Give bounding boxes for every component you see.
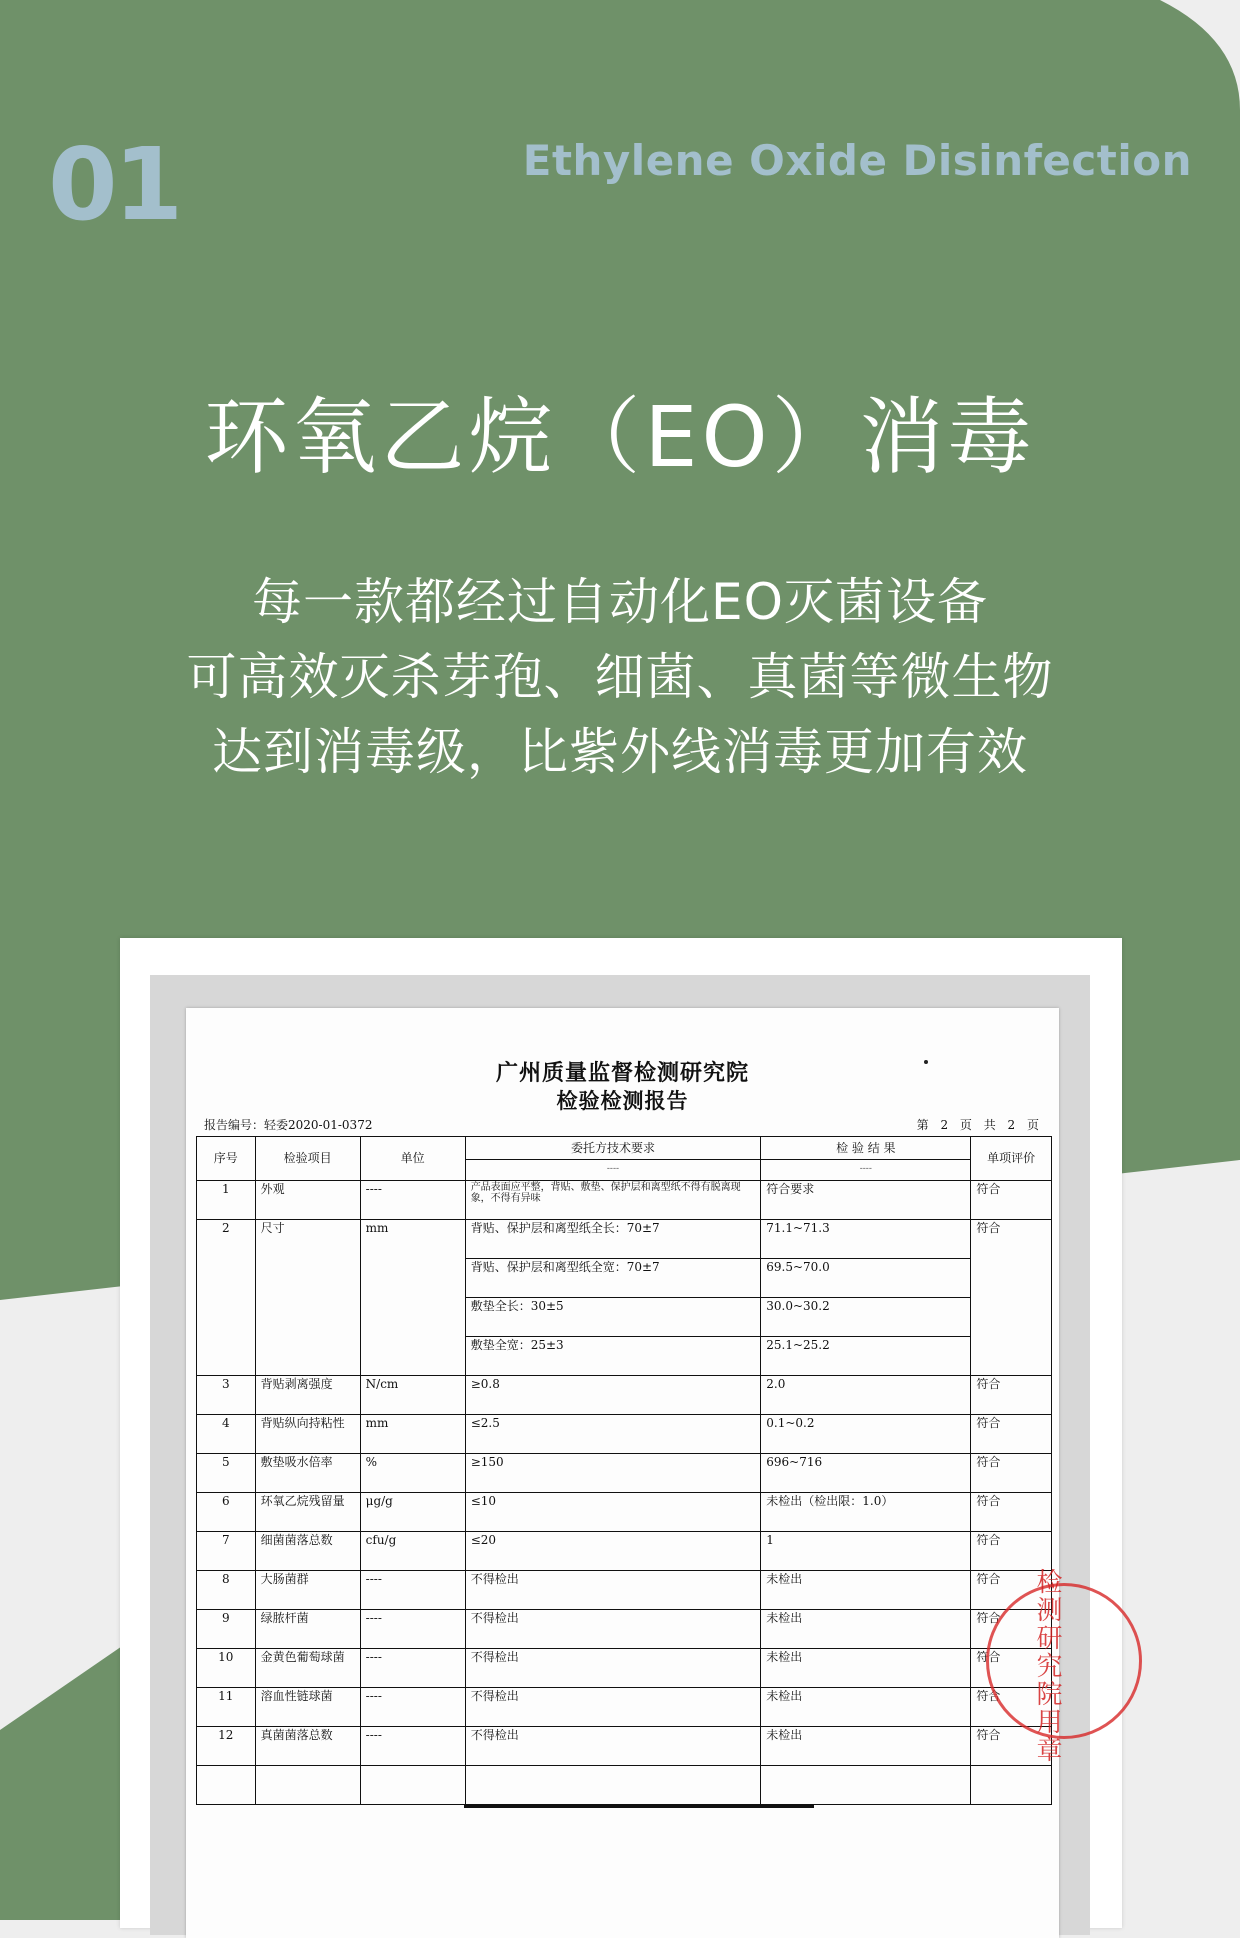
cell-requirement: 敷垫全宽：25±3: [465, 1337, 761, 1376]
cell-requirement: 背贴、保护层和离型纸全长：70±7: [465, 1220, 761, 1259]
cell-requirement: 不得检出: [465, 1727, 761, 1766]
cell-item: 背贴剥离强度: [255, 1376, 360, 1415]
header-requirement: 委托方技术要求: [465, 1137, 761, 1160]
cell-unit: ----: [360, 1727, 465, 1766]
cell-seq: 1: [197, 1181, 256, 1220]
report-title: 检验检测报告: [556, 1088, 689, 1113]
cell-item: 绿脓杆菌: [255, 1610, 360, 1649]
description-line: 达到消毒级，比紫外线消毒更加有效: [212, 723, 1028, 781]
cell-requirement: 不得检出: [465, 1571, 761, 1610]
cell-unit: ----: [360, 1610, 465, 1649]
table-row: [197, 1727, 1052, 1766]
cell-item: 大肠菌群: [255, 1571, 360, 1610]
cell-item: 溶血性链球菌: [255, 1688, 360, 1727]
header-dash: ----: [761, 1160, 971, 1181]
cell-requirement: ≥150: [465, 1454, 761, 1493]
page-title: 环氧乙烷（EO）消毒: [204, 388, 1036, 486]
cell-seq: 5: [197, 1454, 256, 1493]
cell-requirement: 不得检出: [465, 1610, 761, 1649]
description-line: 每一款都经过自动化EO灭菌设备: [252, 573, 988, 631]
cell-item: 背贴纵向持粘性: [255, 1415, 360, 1454]
cell-requirement: ≤20: [465, 1532, 761, 1571]
cell-requirement: 不得检出: [465, 1688, 761, 1727]
cell-result: 未检出（检出限：1.0）: [761, 1493, 971, 1532]
cell-evaluation: 符合: [971, 1181, 1052, 1220]
cell-seq: [197, 1766, 256, 1805]
description: [0, 565, 1240, 790]
cell-result: [761, 1766, 971, 1805]
header-evaluation: 单项评价: [971, 1137, 1052, 1181]
cell-seq: 7: [197, 1532, 256, 1571]
report-number: 报告编号：轻委2020-01-0372: [204, 1118, 373, 1132]
header-dash: ----: [465, 1160, 761, 1181]
header-result: 检 验 结 果: [761, 1137, 971, 1160]
cell-unit: [360, 1766, 465, 1805]
cell-seq: 3: [197, 1376, 256, 1415]
section-number: 01: [48, 126, 180, 243]
cell-unit: cfu/g: [360, 1532, 465, 1571]
signature-line: [464, 1805, 814, 1808]
cell-unit: mm: [360, 1220, 465, 1376]
cell-result: 2.0: [761, 1376, 971, 1415]
cell-result: 未检出: [761, 1727, 971, 1766]
cell-result: 未检出: [761, 1610, 971, 1649]
header-seq: 序号: [197, 1137, 256, 1181]
cell-seq: 11: [197, 1688, 256, 1727]
table-row: [197, 1181, 1052, 1220]
header-item: 检验项目: [255, 1137, 360, 1181]
cell-result: 71.1~71.3: [761, 1220, 971, 1259]
cell-item: 真菌菌落总数: [255, 1727, 360, 1766]
cell-evaluation: 符合: [971, 1220, 1052, 1376]
cell-requirement: 产品表面应平整，背贴、敷垫、保护层和离型纸不得有脱离现象，不得有异味: [465, 1181, 761, 1220]
table-row: [197, 1493, 1052, 1532]
cell-evaluation: 符合: [971, 1571, 1052, 1610]
cell-item: 金黄色葡萄球菌: [255, 1649, 360, 1688]
cell-unit: ----: [360, 1181, 465, 1220]
table-row: [197, 1571, 1052, 1610]
cell-unit: N/cm: [360, 1376, 465, 1415]
cell-result: 未检出: [761, 1571, 971, 1610]
cell-result: 符合要求: [761, 1181, 971, 1220]
cell-evaluation: 符合: [971, 1688, 1052, 1727]
cell-requirement: 敷垫全长：30±5: [465, 1298, 761, 1337]
cell-requirement: ≥0.8: [465, 1376, 761, 1415]
cell-result: 30.0~30.2: [761, 1298, 971, 1337]
cell-evaluation: 符合: [971, 1454, 1052, 1493]
cell-evaluation: [971, 1766, 1052, 1805]
cell-evaluation: 符合: [971, 1532, 1052, 1571]
table-row: [197, 1220, 1052, 1259]
english-title: Ethylene Oxide Disinfection: [522, 136, 1192, 185]
table-row: [197, 1454, 1052, 1493]
cell-evaluation: 符合: [971, 1610, 1052, 1649]
cell-result: 0.1~0.2: [761, 1415, 971, 1454]
cell-evaluation: 符合: [971, 1376, 1052, 1415]
cell-unit: ----: [360, 1571, 465, 1610]
cell-seq: 12: [197, 1727, 256, 1766]
table-row: [197, 1610, 1052, 1649]
cell-item: 尺寸: [255, 1220, 360, 1376]
cell-item: 环氧乙烷残留量: [255, 1493, 360, 1532]
cell-seq: 4: [197, 1415, 256, 1454]
cell-requirement: 不得检出: [465, 1649, 761, 1688]
cell-item: 外观: [255, 1181, 360, 1220]
cell-seq: 2: [197, 1220, 256, 1376]
table-row: [197, 1766, 1052, 1805]
cell-requirement: ≤2.5: [465, 1415, 761, 1454]
cell-item: 敷垫吸水倍率: [255, 1454, 360, 1493]
cell-result: 未检出: [761, 1688, 971, 1727]
table-row: [197, 1649, 1052, 1688]
cell-result: 未检出: [761, 1649, 971, 1688]
cell-unit: mm: [360, 1415, 465, 1454]
cell-result: 1: [761, 1532, 971, 1571]
table-row: [197, 1532, 1052, 1571]
table-row: [197, 1415, 1052, 1454]
page-info: 第 2 页 共 2 页: [916, 1118, 1039, 1132]
cell-result: 25.1~25.2: [761, 1337, 971, 1376]
cell-unit: %: [360, 1454, 465, 1493]
cell-result: 696~716: [761, 1454, 971, 1493]
test-report-document: [186, 1008, 1062, 1938]
cell-requirement: [465, 1766, 761, 1805]
report-table: [196, 1136, 1052, 1805]
cell-seq: 10: [197, 1649, 256, 1688]
table-row: [197, 1376, 1052, 1415]
stamp-text: 检测研究院用章: [1032, 1568, 1062, 1764]
cell-item: 细菌菌落总数: [255, 1532, 360, 1571]
cell-evaluation: 符合: [971, 1415, 1052, 1454]
header-unit: 单位: [360, 1137, 465, 1181]
cell-evaluation: 符合: [971, 1493, 1052, 1532]
cell-seq: 8: [197, 1571, 256, 1610]
cell-result: 69.5~70.0: [761, 1259, 971, 1298]
table-row: [197, 1688, 1052, 1727]
cell-requirement: ≤10: [465, 1493, 761, 1532]
cell-unit: μg/g: [360, 1493, 465, 1532]
cell-evaluation: 符合: [971, 1727, 1052, 1766]
cell-evaluation: 符合: [971, 1649, 1052, 1688]
cell-unit: ----: [360, 1649, 465, 1688]
description-line: 可高效灭杀芽孢、细菌、真菌等微生物: [186, 648, 1054, 706]
cell-unit: ----: [360, 1688, 465, 1727]
table-header-row: [197, 1137, 1052, 1160]
cell-requirement: 背贴、保护层和离型纸全宽：70±7: [465, 1259, 761, 1298]
cell-seq: 6: [197, 1493, 256, 1532]
cell-item: [255, 1766, 360, 1805]
institute-name: 广州质量监督检测研究院: [495, 1060, 749, 1086]
cell-seq: 9: [197, 1610, 256, 1649]
